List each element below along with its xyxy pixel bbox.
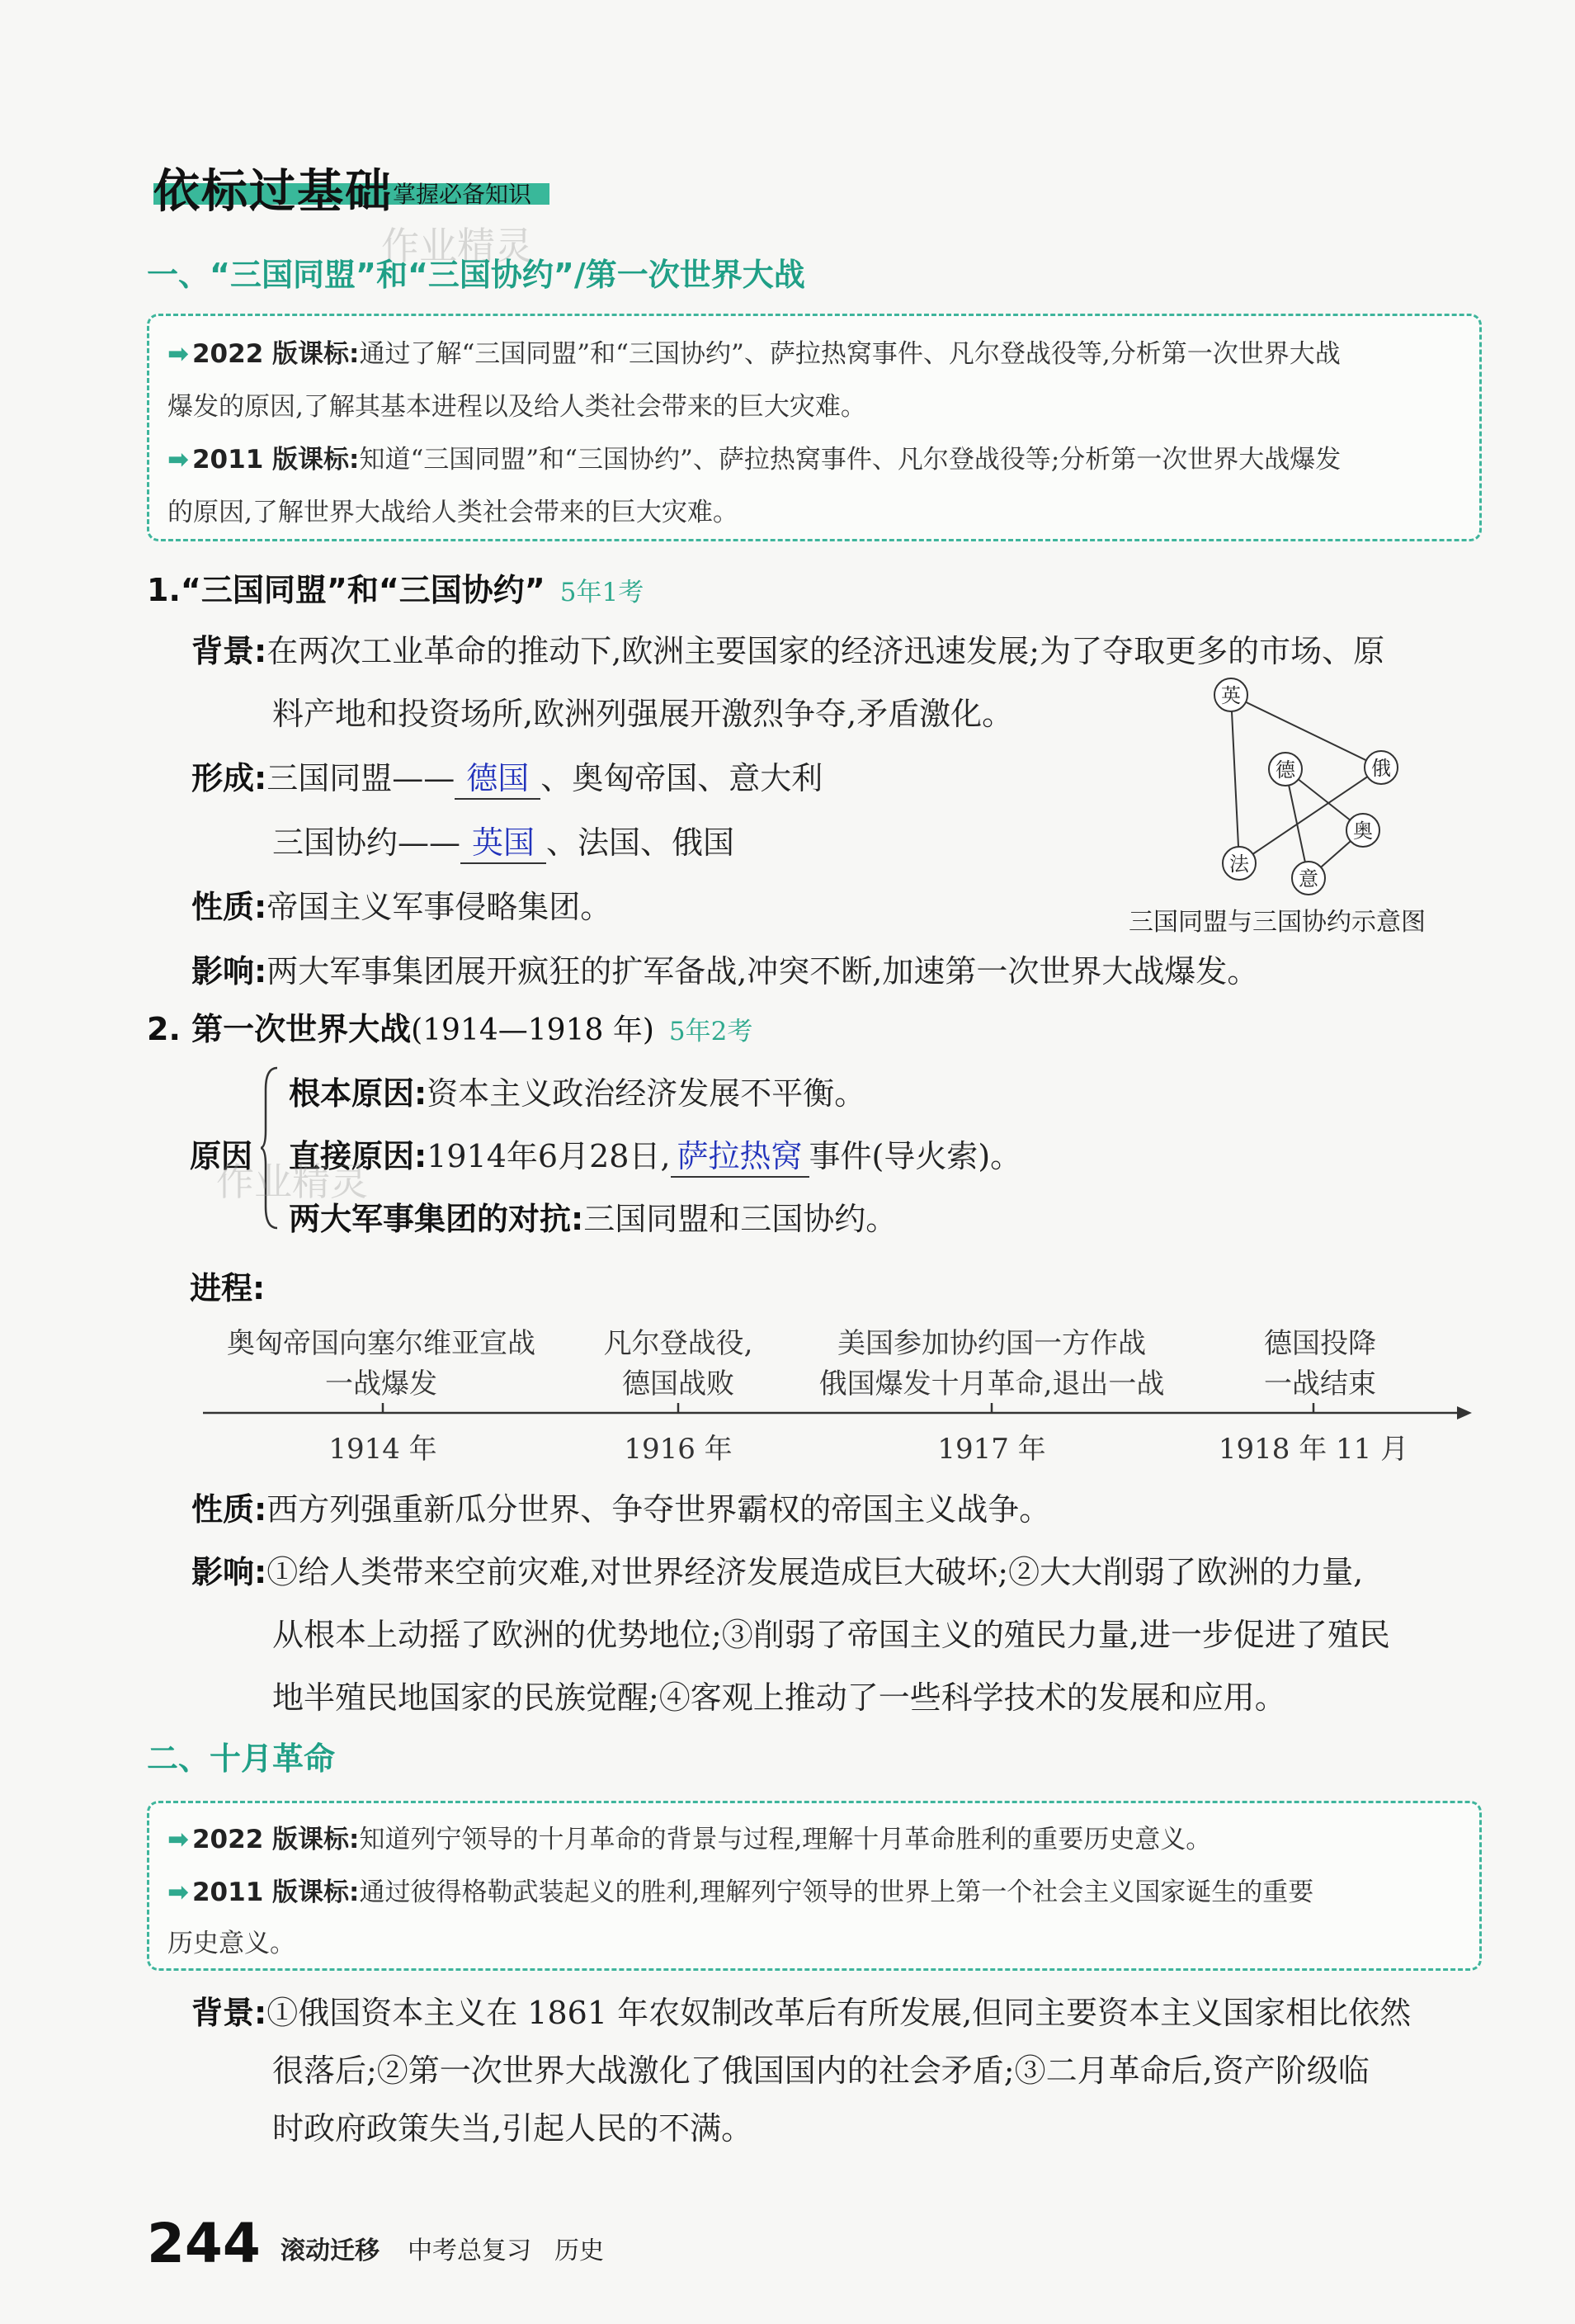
cause-direct: 直接原因:1914年6月28日, 萨拉热窝 事件(导火索)。 xyxy=(289,1131,1021,1178)
footer-subject: 历史 xyxy=(554,2237,604,2265)
answer-blank-sarajevo: 萨拉热窝 xyxy=(671,1131,809,1178)
diagram-node-germany: 德 xyxy=(1276,758,1295,782)
header-subtitle: 掌握必备知识 xyxy=(393,181,532,208)
standard2-2011-line2: 历史意义。 xyxy=(167,1929,295,1958)
standard2-2011-label: 2011 版课标: xyxy=(191,1878,360,1907)
standard2-2022-label: 2022 版课标: xyxy=(191,1825,360,1854)
formation-line1: 形成:三国同盟—— 德国 、奥匈帝国、意大利 xyxy=(191,753,823,800)
timeline-year-1916: 1916 年 xyxy=(624,1433,733,1466)
timeline-event-1918: 德国投降 一战结束 xyxy=(1264,1327,1376,1401)
answer-blank-germany: 德国 xyxy=(455,753,540,800)
part2-nature: 性质:西方列强重新瓜分世界、争夺世界霸权的帝国主义战争。 xyxy=(191,1491,1051,1528)
standard-2011-label: 2011 版课标: xyxy=(191,445,360,475)
exam-frequency-tag-2: 5年2考 xyxy=(668,1017,753,1046)
section-title-2: 二、十月革命 xyxy=(147,1741,336,1777)
standard-2022-line xyxy=(167,333,1341,370)
formation-line2: 三国协约—— 英国 、法国、俄国 xyxy=(272,817,734,864)
part2-impact-line3: 地半殖民地国家的民族觉醒;④客观上推动了一些科学技术的发展和应用。 xyxy=(272,1679,1286,1716)
part2-impact-line1: 影响:①给人类带来空前灾难,对世界经济发展造成巨大破坏;②大大削弱了欧洲的力量, xyxy=(191,1554,1364,1590)
standard-2011-text: 知道“三国同盟”和“三国协约”、萨拉热窝事件、凡尔登战役等;分析第一次世界大战爆发 xyxy=(359,445,1342,475)
standard-2011-line xyxy=(167,438,1341,475)
page-number: 244 xyxy=(147,2212,261,2275)
standard-2022-label: 2022 版课标: xyxy=(191,339,360,369)
standard2-2011-line xyxy=(167,1871,1313,1908)
standard2-2011-text: 通过彼得格勒武装起义的胜利,理解列宁领导的世界上第一个社会主义国家诞生的重要 xyxy=(359,1878,1314,1907)
part1-impact: 影响:两大军事集团展开疯狂的扩军备战,冲突不断,加速第一次世界大战爆发。 xyxy=(191,953,1259,990)
arrow-right-icon: ➡ xyxy=(167,445,189,475)
section2-background-line1: 背景:①俄国资本主义在 1861 年农奴制改革后有所发展,但同主要资本主义国家相比依然 xyxy=(191,1995,1412,2031)
arrow-right-icon: ➡ xyxy=(167,1825,189,1854)
diagram-caption: 三国同盟与三国协约示意图 xyxy=(1129,908,1426,937)
section-title-1: 一、“三国同盟”和“三国协约”/第一次世界大战 xyxy=(147,257,805,293)
part2-impact-line2: 从根本上动摇了欧洲的优势地位;③削弱了帝国主义的殖民力量,进一步促进了殖民 xyxy=(272,1617,1390,1653)
standards-box-2 xyxy=(147,1801,1482,1971)
cause-label: 原因 xyxy=(190,1138,253,1174)
diagram-node-austria: 奥 xyxy=(1353,820,1373,843)
cause-confrontation: 两大军事集团的对抗:三国同盟和三国协约。 xyxy=(289,1201,898,1237)
watermark: 作业精灵 xyxy=(381,224,533,268)
arrow-right-icon: ➡ xyxy=(167,339,189,369)
part2-heading: 2. 第一次世界大战(1914—1918 年) 5年2考 xyxy=(147,1011,753,1047)
diagram-node-russia: 俄 xyxy=(1371,757,1391,780)
header-title: 依标过基础 xyxy=(153,165,393,219)
timeline-axis xyxy=(203,1401,1474,1426)
footer-book: 滚动迁移 xyxy=(281,2237,380,2265)
diagram-node-france: 法 xyxy=(1229,853,1249,876)
timeline-year-1918: 1918 年 11 月 xyxy=(1218,1433,1409,1466)
cause-fundamental: 根本原因:资本主义政治经济发展不平衡。 xyxy=(289,1075,866,1112)
standard2-2022-line xyxy=(167,1818,1211,1855)
timeline-event-1914: 奥匈帝国向塞尔维亚宣战 一战爆发 xyxy=(227,1327,535,1401)
diagram-node-italy: 意 xyxy=(1299,867,1318,890)
watermark-2: 作业精灵 xyxy=(216,1160,368,1204)
process-label: 进程: xyxy=(190,1270,266,1306)
arrow-right-icon: ➡ xyxy=(167,1878,189,1907)
answer-blank-britain: 英国 xyxy=(460,817,546,864)
standard-2022-text: 通过了解“三国同盟”和“三国协约”、萨拉热窝事件、凡尔登战役等,分析第一次世界大战 xyxy=(359,339,1341,369)
standard-2011-line2: 的原因,了解世界大战给人类社会带来的巨大灾难。 xyxy=(167,498,738,527)
timeline-event-1916: 凡尔登战役, 德国战败 xyxy=(603,1327,753,1401)
standard-2022-line2: 爆发的原因,了解其基本进程以及给人类社会带来的巨大灾难。 xyxy=(167,392,866,422)
section2-background-line2: 很落后;②第一次世界大战激化了俄国国内的社会矛盾;③二月革命后,资产阶级临 xyxy=(272,2052,1370,2089)
timeline-year-1914: 1914 年 xyxy=(328,1433,437,1466)
timeline-year-1917: 1917 年 xyxy=(937,1433,1046,1466)
alliance-diagram xyxy=(1188,660,1502,908)
standards-box-1 xyxy=(147,314,1482,541)
section2-background-line3: 时政府政策失当,引起人民的不满。 xyxy=(272,2110,753,2147)
part1-heading: 1.“三国同盟”和“三国协约” 5年1考 xyxy=(147,572,644,608)
exam-frequency-tag: 5年1考 xyxy=(559,578,644,607)
footer-series: 中考总复习 xyxy=(408,2237,531,2265)
part1-background-line2: 料产地和投资场所,欧洲列强展开激烈争夺,矛盾激化。 xyxy=(272,696,1014,732)
part1-nature: 性质:帝国主义军事侵略集团。 xyxy=(191,889,612,925)
timeline-event-1917: 美国参加协约国一方作战 俄国爆发十月革命,退出一战 xyxy=(818,1327,1165,1401)
diagram-node-britain: 英 xyxy=(1221,684,1241,707)
standard2-2022-text: 知道列宁领导的十月革命的背景与过程,理解十月革命胜利的重要历史意义。 xyxy=(359,1825,1212,1854)
part1-background-line1: 背景:在两次工业革命的推动下,欧洲主要国家的经济迅速发展;为了夺取更多的市场、原 xyxy=(191,633,1385,669)
